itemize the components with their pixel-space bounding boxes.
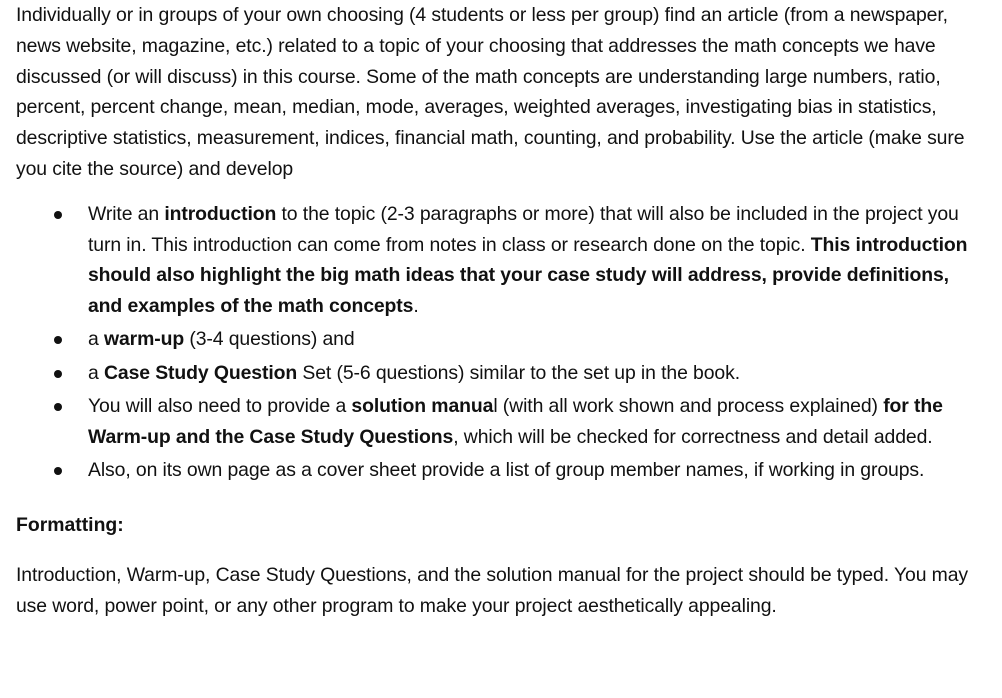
list-item-text: l (with all work shown and process explained): [493, 395, 884, 418]
list-item-text: You will also need to provide a: [88, 395, 352, 418]
list-item-bold: solution manua: [351, 395, 494, 418]
list-item-text: a: [88, 361, 104, 384]
list-item-text: .: [413, 295, 419, 318]
list-item-text: Also, on its own page as a cover sheet provide a list of group member names, if working in groups.: [88, 459, 925, 482]
list-item-bold: for the Warm-up and the Case Study Questions: [88, 395, 943, 448]
list-item-solution-manual: [16, 391, 988, 453]
formatting-paragraph: Introduction, Warm-up, Case Study Questions, and the solution manual for the project should be typed. You may use word, power point, or any other program to make your project aesthetically appealing.: [16, 563, 969, 617]
list-item-warm-up: [16, 324, 988, 355]
list-item-text: Write an: [88, 202, 165, 225]
bullet-icon: [54, 211, 62, 219]
intro-paragraph: Individually or in groups of your own choosing (4 students or less per group) find an article (from a newspaper, news website, magazine, etc.) related to a topic of your choosing that addresses the math concepts we have discussed (or will discuss) in this course. Some of the math concepts are understanding large numbers, ratio, percent, percent change, mean, median, mode, averages, weighted averages, investigating bias in statistics, descriptive statistics, measurement, indices, financial math, counting, and probability. Use the article (make sure you cite the source) and develop: [16, 4, 965, 180]
bullet-icon: [54, 370, 62, 378]
list-item-bold: Case Study Question: [103, 361, 298, 384]
list-item-bold: This introduction should also highlight the big math ideas that your case study will address, provide definitions, and examples of the math concepts: [88, 233, 968, 318]
list-item-text: (3-4 questions) and: [184, 328, 355, 351]
requirements-list: [16, 199, 988, 486]
list-item-introduction: [16, 199, 988, 322]
list-item-text: Set (5-6 questions) similar to the set up in the book.: [297, 361, 740, 384]
list-item-bold: introduction: [164, 202, 277, 225]
list-item-text: , which will be checked for correctness and detail added.: [453, 425, 933, 448]
bullet-icon: [54, 403, 62, 411]
bullet-icon: [54, 467, 62, 475]
bullet-icon: [54, 336, 62, 344]
formatting-heading: Formatting:: [16, 513, 124, 536]
list-item-text: a: [88, 328, 104, 351]
list-item-text: to the topic (2-3 paragraphs or more) that will also be included in the project you turn in. This introduction can come from notes in class or research done on the topic.: [88, 202, 959, 256]
list-item-case-study: [16, 358, 988, 389]
list-item-cover-sheet: [16, 455, 988, 486]
list-item-bold: warm-up: [103, 328, 185, 351]
